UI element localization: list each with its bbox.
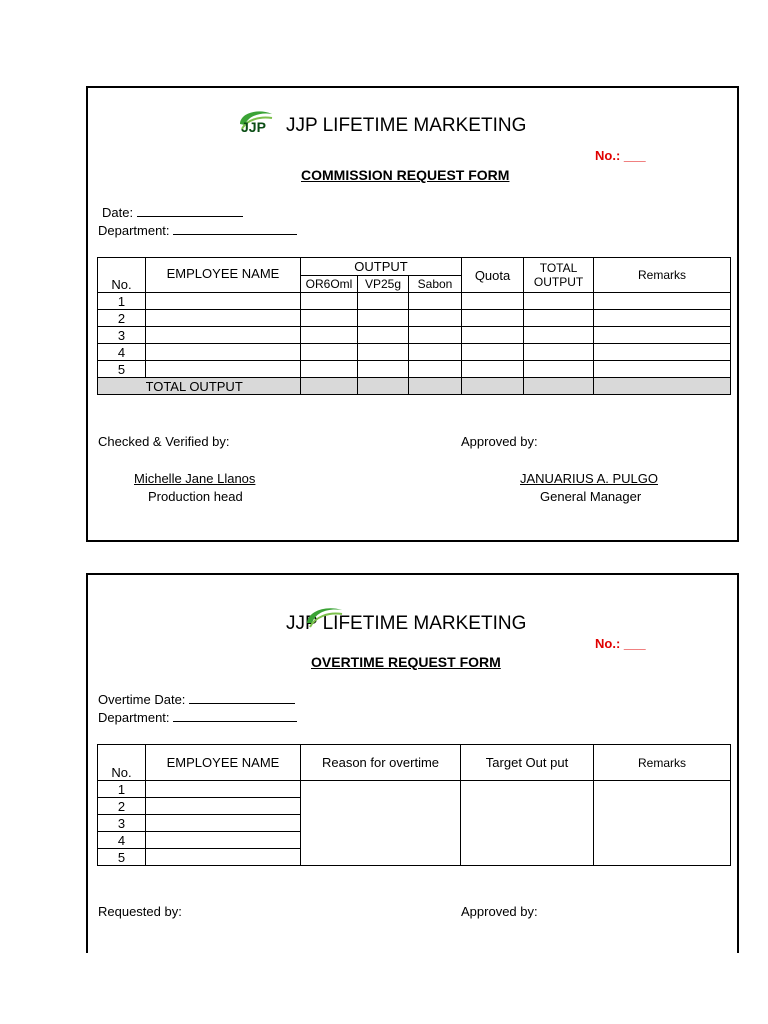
row-number: 3 <box>98 815 146 832</box>
cell[interactable] <box>358 344 409 361</box>
cell[interactable] <box>146 849 301 866</box>
header-reason: Reason for overtime <box>301 745 461 781</box>
cell[interactable] <box>594 344 731 361</box>
company-logo-icon <box>236 108 274 138</box>
department-field[interactable] <box>98 710 297 725</box>
cell[interactable] <box>146 310 301 327</box>
cell[interactable] <box>409 327 462 344</box>
cell[interactable] <box>462 310 524 327</box>
row-number: 4 <box>98 344 146 361</box>
header-total-output-line2: OUTPUT <box>533 275 584 289</box>
department-label: Department: <box>98 710 170 725</box>
header-total-output <box>524 258 594 293</box>
header-remarks: Remarks <box>594 258 731 293</box>
header-no: No. <box>98 745 146 781</box>
cell[interactable] <box>594 293 731 310</box>
row-number: 5 <box>98 849 146 866</box>
date-blank[interactable] <box>137 205 243 217</box>
header-total-output-line1: TOTAL <box>539 261 578 275</box>
approved-by-label: Approved by: <box>461 904 538 919</box>
cell[interactable] <box>462 293 524 310</box>
requested-by-label: Requested by: <box>98 904 182 919</box>
cell[interactable] <box>524 293 594 310</box>
cell[interactable] <box>409 361 462 378</box>
header-remarks: Remarks <box>594 745 731 781</box>
cell[interactable] <box>462 344 524 361</box>
table-row <box>98 361 731 378</box>
form-title: OVERTIME REQUEST FORM <box>311 654 501 670</box>
overtime-table <box>97 744 731 866</box>
commission-table <box>97 257 731 395</box>
cell[interactable] <box>409 344 462 361</box>
cell[interactable] <box>301 310 358 327</box>
row-number: 4 <box>98 832 146 849</box>
checker-name: Michelle Jane Llanos <box>134 471 256 486</box>
row-number: 5 <box>98 361 146 378</box>
header-employee-name: EMPLOYEE NAME <box>146 745 301 781</box>
header-output-sub-2: VP25g <box>358 276 409 293</box>
cell[interactable] <box>409 293 462 310</box>
cell[interactable] <box>409 378 462 395</box>
header-target-output: Target Out put <box>461 745 594 781</box>
table-row <box>98 781 731 798</box>
cell[interactable] <box>146 798 301 815</box>
cell[interactable] <box>358 378 409 395</box>
svg-text:JJP: JJP <box>241 119 266 135</box>
cell[interactable] <box>358 293 409 310</box>
cell[interactable] <box>409 310 462 327</box>
checked-verified-label: Checked & Verified by: <box>98 434 230 449</box>
overtime-date-blank[interactable] <box>189 692 295 704</box>
row-number: 2 <box>98 798 146 815</box>
cell[interactable] <box>358 327 409 344</box>
cell[interactable] <box>594 378 731 395</box>
total-output-label: TOTAL OUTPUT <box>146 378 301 395</box>
date-label: Date: <box>102 205 134 220</box>
cell[interactable] <box>594 327 731 344</box>
header-employee-name: EMPLOYEE NAME <box>146 258 301 293</box>
cell[interactable] <box>146 293 301 310</box>
row-number: 1 <box>98 781 146 798</box>
cell[interactable] <box>146 815 301 832</box>
cell[interactable] <box>301 344 358 361</box>
cell[interactable] <box>301 378 358 395</box>
header-quota: Quota <box>462 258 524 293</box>
overtime-request-form <box>86 573 739 953</box>
remarks-cell[interactable] <box>594 781 731 866</box>
header-output-sub-1: OR6Oml <box>301 276 358 293</box>
approver-name: JANUARIUS A. PULGO <box>520 471 658 486</box>
department-label: Department: <box>98 223 170 238</box>
reason-cell[interactable] <box>301 781 461 866</box>
overtime-date-label: Overtime Date: <box>98 692 186 707</box>
approved-by-label: Approved by: <box>461 434 538 449</box>
cell[interactable] <box>301 327 358 344</box>
cell[interactable] <box>358 361 409 378</box>
cell[interactable] <box>146 781 301 798</box>
cell[interactable] <box>524 310 594 327</box>
cell[interactable] <box>146 832 301 849</box>
cell[interactable] <box>146 344 301 361</box>
row-number: 1 <box>98 293 146 310</box>
header-output-sub-3: Sabon <box>409 276 462 293</box>
company-name: JJP LIFETIME MARKETING <box>286 115 527 136</box>
company-logo-icon <box>304 605 344 631</box>
target-cell[interactable] <box>461 781 594 866</box>
cell[interactable] <box>146 361 301 378</box>
form-number-label: No.: ___ <box>595 636 646 651</box>
cell[interactable] <box>462 361 524 378</box>
checker-title: Production head <box>148 489 243 504</box>
department-blank[interactable] <box>173 710 297 722</box>
table-row <box>98 344 731 361</box>
total-output-row <box>98 378 731 395</box>
date-field[interactable] <box>102 205 243 220</box>
table-row <box>98 310 731 327</box>
form-title: COMMISSION REQUEST FORM <box>301 167 510 183</box>
form-number-label: No.: ___ <box>595 148 646 163</box>
cell[interactable] <box>462 327 524 344</box>
cell[interactable] <box>301 361 358 378</box>
approver-title: General Manager <box>540 489 642 504</box>
header-no: No. <box>98 258 146 293</box>
cell[interactable] <box>146 327 301 344</box>
cell[interactable] <box>358 310 409 327</box>
cell[interactable] <box>524 361 594 378</box>
cell[interactable] <box>594 361 731 378</box>
company-name: JJP LIFETIME MARKETING <box>286 613 527 634</box>
table-row <box>98 327 731 344</box>
department-field[interactable] <box>98 223 297 238</box>
cell[interactable] <box>462 378 524 395</box>
row-number: 2 <box>98 310 146 327</box>
cell[interactable] <box>301 293 358 310</box>
cell[interactable] <box>524 327 594 344</box>
commission-request-form <box>86 86 739 542</box>
cell[interactable] <box>524 344 594 361</box>
cell[interactable] <box>524 378 594 395</box>
table-row <box>98 293 731 310</box>
row-number: 3 <box>98 327 146 344</box>
department-blank[interactable] <box>173 223 297 235</box>
cell[interactable] <box>594 310 731 327</box>
overtime-date-field[interactable] <box>98 692 295 707</box>
header-output: OUTPUT <box>301 258 462 276</box>
